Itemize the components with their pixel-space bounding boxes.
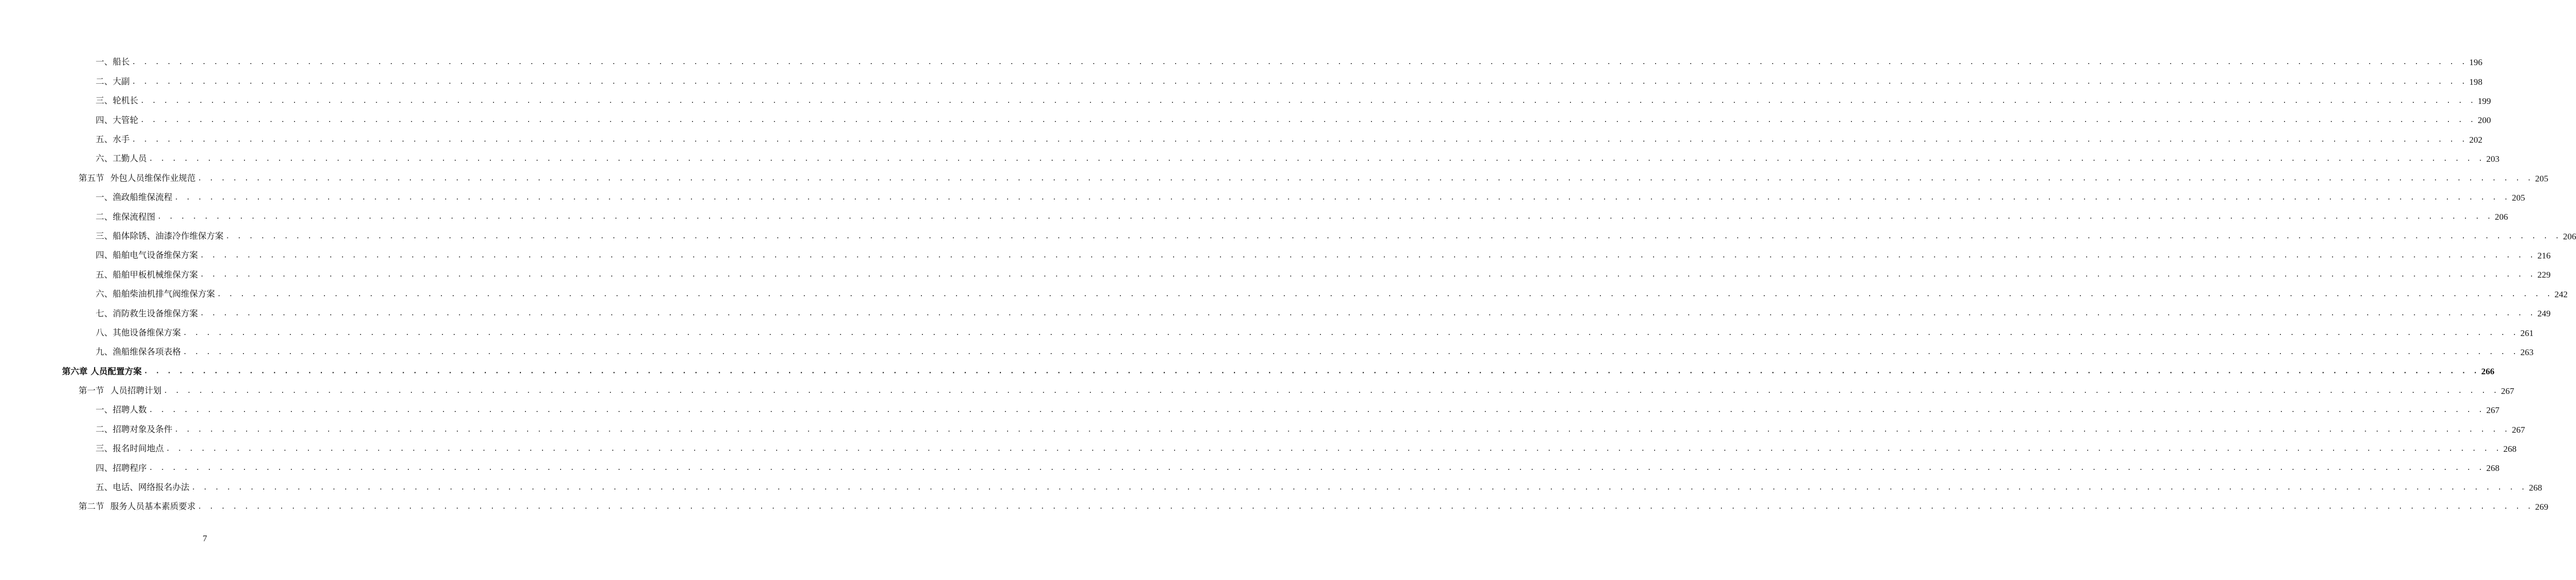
toc-entry-title: 服务人员基本素质要求 (110, 501, 196, 512)
toc-entry-page: 267 (2501, 386, 2515, 396)
toc-entry[interactable] (0, 72, 2482, 91)
dot-leader: . . . . . . . . . . . . . . . . . . . . . . . . . . . . . . . . . . . . . . . . . . . . . . . . . . . . . . . . . . . . . . . . . . . . . . . . . . . . . . . . . . . . . . . . . . . . . . . . . . . . . . . . . . . . . . . . . . . . . . . . . . . . . . . . . . . . . . . . . . . . . . . . . . . . . . . . . . . . . . . . . . . . . . . . . . . . . . . . . . . . . . . . . . . . . . . . . . . . . . . . (200, 252, 2536, 260)
toc-entry-page: 268 (2503, 444, 2517, 454)
dot-leader: . . . . . . . . . . . . . . . . . . . . . . . . . . . . . . . . . . . . . . . . . . . . . . . . . . . . . . . . . . . . . . . . . . . . . . . . . . . . . . . . . . . . . . . . . . . . . . . . . . . . . . . . . . . . . . . . . . . . . . . . . . . . . . . . . . . . . . . . . . . . . . . . . . . . . . . . . . . . . . . . . . . . . . . . . . . . . . . . . . . . . . . . . . . . . . . . . . . . . . . . (217, 290, 2553, 298)
toc-entry-title: 四、招聘程序 (96, 463, 147, 473)
toc-entry-title: 一、船长 (96, 57, 130, 67)
toc-entry[interactable] (0, 149, 2500, 169)
toc-entry[interactable] (0, 91, 2491, 111)
toc-entry[interactable] (0, 130, 2482, 149)
toc-entry-title: 三、轮机长 (96, 96, 138, 106)
toc-entry-title: 四、船舶电气设备维保方案 (96, 250, 198, 261)
dot-leader: . . . . . . . . . . . . . . . . . . . . . . . . . . . . . . . . . . . . . . . . . . . . . . . . . . . . . . . . . . . . . . . . . . . . . . . . . . . . . . . . . . . . . . . . . . . . . . . . . . . . . . . . . . . . . . . . . . . . . . . . . . . . . . . . . . . . . . . . . . . . . . . . . . . . . . . . . . . . . . . . . . . . . . . . . . . . . . . . . . . . . . . . . . . . . . . . . . . . . . . . (183, 348, 2519, 357)
toc-entry-page: 242 (2554, 289, 2568, 299)
table-of-contents (0, 53, 2576, 516)
dot-leader: . . . . . . . . . . . . . . . . . . . . . . . . . . . . . . . . . . . . . . . . . . . . . . . . . . . . . . . . . . . . . . . . . . . . . . . . . . . . . . . . . . . . . . . . . . . . . . . . . . . . . . . . . . . . . . . . . . . . . . . . . . . . . . . . . . . . . . . . . . . . . . . . . . . . . . . . . . . . . . . . . . . . . . . . . . . . . . . . . . . . . . . . . . . . . . . . . . . . . . . . (132, 78, 2467, 86)
dot-leader: . . . . . . . . . . . . . . . . . . . . . . . . . . . . . . . . . . . . . . . . . . . . . . . . . . . . . . . . . . . . . . . . . . . . . . . . . . . . . . . . . . . . . . . . . . . . . . . . . . . . . . . . . . . . . . . . . . . . . . . . . . . . . . . . . . . . . . . . . . . . . . . . . . . . . . . . . . . . . . . . . . . . . . . . . . . . . . . . . . . . . . . . . . . . . . . . . . . . . . . . (197, 503, 2533, 511)
toc-entry[interactable] (0, 401, 2500, 420)
toc-entry-title: 一、渔政船维保流程 (96, 192, 173, 203)
dot-leader: . . . . . . . . . . . . . . . . . . . . . . . . . . . . . . . . . . . . . . . . . . . . . . . . . . . . . . . . . . . . . . . . . . . . . . . . . . . . . . . . . . . . . . . . . . . . . . . . . . . . . . . . . . . . . . . . . . . . . . . . . . . . . . . . . . . . . . . . . . . . . . . . . . . . . . . . . . . . . . . . . . . . . . . . . . . . . . . . . . . . . . . . . . . . . . . . . . . . . . . . (163, 387, 2499, 395)
dot-leader: . . . . . . . . . . . . . . . . . . . . . . . . . . . . . . . . . . . . . . . . . . . . . . . . . . . . . . . . . . . . . . . . . . . . . . . . . . . . . . . . . . . . . . . . . . . . . . . . . . . . . . . . . . . . . . . . . . . . . . . . . . . . . . . . . . . . . . . . . . . . . . . . . . . . . . . . . . . . . . . . . . . . . . . . . . . . . . . . . . . . . . . . . . . . . . . . . . . . . . . . (225, 232, 2561, 240)
toc-section-number: 第二节 (79, 501, 104, 512)
toc-entry[interactable] (0, 246, 2551, 265)
toc-entry[interactable] (0, 53, 2482, 72)
dot-leader: . . . . . . . . . . . . . . . . . . . . . . . . . . . . . . . . . . . . . . . . . . . . . . . . . . . . . . . . . . . . . . . . . . . . . . . . . . . . . . . . . . . . . . . . . . . . . . . . . . . . . . . . . . . . . . . . . . . . . . . . . . . . . . . . . . . . . . . . . . . . . . . . . . . . . . . . . . . . . . . . . . . . . . . . . . . . . . . . . . . . . . . . . . . . . . . . . . . . . . . . (132, 58, 2467, 67)
toc-entry[interactable] (0, 188, 2525, 207)
toc-section-number: 第五节 (79, 173, 104, 183)
toc-entry[interactable] (0, 420, 2525, 439)
dot-leader: . . . . . . . . . . . . . . . . . . . . . . . . . . . . . . . . . . . . . . . . . . . . . . . . . . . . . . . . . . . . . . . . . . . . . . . . . . . . . . . . . . . . . . . . . . . . . . . . . . . . . . . . . . . . . . . . . . . . . . . . . . . . . . . . . . . . . . . . . . . . . . . . . . . . . . . . . . . . . . . . . . . . . . . . . . . . . . . . . . . . . . . . . . . . . . . . . . . . . . . . (191, 483, 2527, 492)
toc-entry-page: 202 (2469, 134, 2482, 145)
toc-entry-title: 二、招聘对象及条件 (96, 424, 173, 434)
toc-entry-page: 263 (2520, 347, 2534, 358)
toc-entry-title: 三、报名时间地点 (96, 444, 164, 454)
dot-leader: . . . . . . . . . . . . . . . . . . . . . . . . . . . . . . . . . . . . . . . . . . . . . . . . . . . . . . . . . . . . . . . . . . . . . . . . . . . . . . . . . . . . . . . . . . . . . . . . . . . . . . . . . . . . . . . . . . . . . . . . . . . . . . . . . . . . . . . . . . . . . . . . . . . . . . . . . . . . . . . . . . . . . . . . . . . . . . . . . . . . . . . . . . . . . . . . . . . . . . . . (166, 445, 2502, 453)
toc-entry-page: 267 (2486, 405, 2500, 416)
toc-entry[interactable] (0, 459, 2500, 478)
toc-section-number: 第一节 (79, 386, 104, 396)
dot-leader: . . . . . . . . . . . . . . . . . . . . . . . . . . . . . . . . . . . . . . . . . . . . . . . . . . . . . . . . . . . . . . . . . . . . . . . . . . . . . . . . . . . . . . . . . . . . . . . . . . . . . . . . . . . . . . . . . . . . . . . . . . . . . . . . . . . . . . . . . . . . . . . . . . . . . . . . . . . . . . . . . . . . . . . . . . . . . . . . . . . . . . . . . . . . . . . . . . . . . . . . (144, 368, 2479, 376)
toc-entry-page: 206 (2563, 231, 2576, 241)
toc-entry[interactable] (0, 304, 2551, 323)
toc-entry[interactable] (0, 497, 2549, 516)
toc-entry[interactable] (0, 111, 2491, 130)
toc-entry-page: 200 (2477, 115, 2491, 126)
toc-entry[interactable] (0, 362, 2495, 381)
toc-entry-page: 268 (2528, 482, 2542, 493)
dot-leader: . . . . . . . . . . . . . . . . . . . . . . . . . . . . . . . . . . . . . . . . . . . . . . . . . . . . . . . . . . . . . . . . . . . . . . . . . . . . . . . . . . . . . . . . . . . . . . . . . . . . . . . . . . . . . . . . . . . . . . . . . . . . . . . . . . . . . . . . . . . . . . . . . . . . . . . . . . . . . . . . . . . . . . . . . . . . . . . . . . . . . . . . . . . . . . . . . . . . . . . . (174, 193, 2510, 202)
toc-entry-title: 二、大副 (96, 76, 130, 86)
toc-entry-title: 三、船体除锈、油漆冷作维保方案 (96, 231, 224, 241)
toc-entry[interactable] (0, 265, 2551, 284)
dot-leader: . . . . . . . . . . . . . . . . . . . . . . . . . . . . . . . . . . . . . . . . . . . . . . . . . . . . . . . . . . . . . . . . . . . . . . . . . . . . . . . . . . . . . . . . . . . . . . . . . . . . . . . . . . . . . . . . . . . . . . . . . . . . . . . . . . . . . . . . . . . . . . . . . . . . . . . . . . . . . . . . . . . . . . . . . . . . . . . . . . . . . . . . . . . . . . . . . . . . . . . . (197, 174, 2533, 182)
toc-entry-title: 八、其他设备维保方案 (96, 327, 181, 338)
dot-leader: . . . . . . . . . . . . . . . . . . . . . . . . . . . . . . . . . . . . . . . . . . . . . . . . . . . . . . . . . . . . . . . . . . . . . . . . . . . . . . . . . . . . . . . . . . . . . . . . . . . . . . . . . . . . . . . . . . . . . . . . . . . . . . . . . . . . . . . . . . . . . . . . . . . . . . . . . . . . . . . . . . . . . . . . . . . . . . . . . . . . . . . . . . . . . . . . . . . . . . . . (183, 329, 2519, 337)
toc-entry-title: 五、船舶甲板机械维保方案 (96, 269, 198, 280)
toc-entry-page: 268 (2486, 463, 2500, 474)
toc-entry-title: 二、维保流程图 (96, 211, 156, 222)
toc-entry-page: 203 (2486, 154, 2500, 164)
toc-entry[interactable] (0, 323, 2534, 342)
toc-entry-page: 198 (2469, 77, 2482, 87)
dot-leader: . . . . . . . . . . . . . . . . . . . . . . . . . . . . . . . . . . . . . . . . . . . . . . . . . . . . . . . . . . . . . . . . . . . . . . . . . . . . . . . . . . . . . . . . . . . . . . . . . . . . . . . . . . . . . . . . . . . . . . . . . . . . . . . . . . . . . . . . . . . . . . . . . . . . . . . . . . . . . . . . . . . . . . . . . . . . . . . . . . . . . . . . . . . . . . . . . . . . . . . . (140, 116, 2476, 125)
toc-entry-title: 六、船舶柴油机排气阀维保方案 (96, 289, 215, 299)
toc-entry[interactable] (0, 439, 2517, 459)
toc-entry-title: 第六章 人员配置方案 (62, 366, 142, 376)
toc-entry-page: 269 (2535, 502, 2549, 512)
toc-entry-title: 人员招聘计划 (110, 386, 162, 396)
toc-entry-title: 五、水手 (96, 134, 130, 144)
toc-entry[interactable] (0, 285, 2568, 304)
toc-entry-page: 205 (2511, 192, 2525, 203)
toc-entry-title: 外包人员维保作业规范 (110, 173, 196, 183)
toc-entry-page: 196 (2469, 57, 2482, 68)
toc-entry-page: 229 (2537, 270, 2551, 280)
dot-leader: . . . . . . . . . . . . . . . . . . . . . . . . . . . . . . . . . . . . . . . . . . . . . . . . . . . . . . . . . . . . . . . . . . . . . . . . . . . . . . . . . . . . . . . . . . . . . . . . . . . . . . . . . . . . . . . . . . . . . . . . . . . . . . . . . . . . . . . . . . . . . . . . . . . . . . . . . . . . . . . . . . . . . . . . . . . . . . . . . . . . . . . . . . . . . . . . . . . . . . . . (200, 271, 2536, 279)
toc-entry-title: 四、大管轮 (96, 115, 138, 125)
toc-entry-title: 六、工勤人员 (96, 154, 147, 164)
toc-entry[interactable] (0, 227, 2576, 246)
dot-leader: . . . . . . . . . . . . . . . . . . . . . . . . . . . . . . . . . . . . . . . . . . . . . . . . . . . . . . . . . . . . . . . . . . . . . . . . . . . . . . . . . . . . . . . . . . . . . . . . . . . . . . . . . . . . . . . . . . . . . . . . . . . . . . . . . . . . . . . . . . . . . . . . . . . . . . . . . . . . . . . . . . . . . . . . . . . . . . . . . . . . . . . . . . . . . . . . . . . . . . . . (149, 464, 2485, 472)
toc-entry-page: 216 (2537, 251, 2551, 261)
dot-leader: . . . . . . . . . . . . . . . . . . . . . . . . . . . . . . . . . . . . . . . . . . . . . . . . . . . . . . . . . . . . . . . . . . . . . . . . . . . . . . . . . . . . . . . . . . . . . . . . . . . . . . . . . . . . . . . . . . . . . . . . . . . . . . . . . . . . . . . . . . . . . . . . . . . . . . . . . . . . . . . . . . . . . . . . . . . . . . . . . . . . . . . . . . . . . . . . . . . . . . . . (200, 310, 2536, 318)
page-number: 7 (203, 533, 207, 543)
toc-entry-title: 九、渔船维保各项表格 (96, 347, 181, 357)
toc-entry-page: 266 (2481, 367, 2495, 377)
dot-leader: . . . . . . . . . . . . . . . . . . . . . . . . . . . . . . . . . . . . . . . . . . . . . . . . . . . . . . . . . . . . . . . . . . . . . . . . . . . . . . . . . . . . . . . . . . . . . . . . . . . . . . . . . . . . . . . . . . . . . . . . . . . . . . . . . . . . . . . . . . . . . . . . . . . . . . . . . . . . . . . . . . . . . . . . . . . . . . . . . . . . . . . . . . . . . . . . . . . . . . . . (174, 425, 2510, 434)
toc-entry-title: 七、消防救生设备维保方案 (96, 308, 198, 318)
toc-entry-page: 261 (2520, 328, 2534, 338)
toc-entry[interactable] (0, 381, 2515, 401)
toc-entry-page: 199 (2477, 96, 2491, 106)
dot-leader: . . . . . . . . . . . . . . . . . . . . . . . . . . . . . . . . . . . . . . . . . . . . . . . . . . . . . . . . . . . . . . . . . . . . . . . . . . . . . . . . . . . . . . . . . . . . . . . . . . . . . . . . . . . . . . . . . . . . . . . . . . . . . . . . . . . . . . . . . . . . . . . . . . . . . . . . . . . . . . . . . . . . . . . . . . . . . . . . . . . . . . . . . . . . . . . . . . . . . . . . (149, 406, 2485, 415)
dot-leader: . . . . . . . . . . . . . . . . . . . . . . . . . . . . . . . . . . . . . . . . . . . . . . . . . . . . . . . . . . . . . . . . . . . . . . . . . . . . . . . . . . . . . . . . . . . . . . . . . . . . . . . . . . . . . . . . . . . . . . . . . . . . . . . . . . . . . . . . . . . . . . . . . . . . . . . . . . . . . . . . . . . . . . . . . . . . . . . . . . . . . . . . . . . . . . . . . . . . . . . . (149, 155, 2485, 163)
toc-entry-page: 249 (2537, 309, 2551, 319)
toc-entry[interactable] (0, 343, 2534, 362)
dot-leader: . . . . . . . . . . . . . . . . . . . . . . . . . . . . . . . . . . . . . . . . . . . . . . . . . . . . . . . . . . . . . . . . . . . . . . . . . . . . . . . . . . . . . . . . . . . . . . . . . . . . . . . . . . . . . . . . . . . . . . . . . . . . . . . . . . . . . . . . . . . . . . . . . . . . . . . . . . . . . . . . . . . . . . . . . . . . . . . . . . . . . . . . . . . . . . . . . . . . . . . . (140, 97, 2476, 105)
toc-entry-title: 一、招聘人数 (96, 405, 147, 415)
dot-leader: . . . . . . . . . . . . . . . . . . . . . . . . . . . . . . . . . . . . . . . . . . . . . . . . . . . . . . . . . . . . . . . . . . . . . . . . . . . . . . . . . . . . . . . . . . . . . . . . . . . . . . . . . . . . . . . . . . . . . . . . . . . . . . . . . . . . . . . . . . . . . . . . . . . . . . . . . . . . . . . . . . . . . . . . . . . . . . . . . . . . . . . . . . . . . . . . . . . . . . . . (132, 135, 2467, 144)
toc-entry[interactable] (0, 169, 2549, 188)
toc-entry-page: 205 (2535, 173, 2549, 184)
toc-entry-page: 206 (2494, 212, 2508, 222)
toc-entry-title: 五、电话、网络报名办法 (96, 482, 190, 493)
toc-entry[interactable] (0, 207, 2508, 226)
dot-leader: . . . . . . . . . . . . . . . . . . . . . . . . . . . . . . . . . . . . . . . . . . . . . . . . . . . . . . . . . . . . . . . . . . . . . . . . . . . . . . . . . . . . . . . . . . . . . . . . . . . . . . . . . . . . . . . . . . . . . . . . . . . . . . . . . . . . . . . . . . . . . . . . . . . . . . . . . . . . . . . . . . . . . . . . . . . . . . . . . . . . . . . . . . . . . . . . . . . . . . . . (157, 213, 2493, 221)
toc-entry-page: 267 (2511, 424, 2525, 435)
toc-entry[interactable] (0, 478, 2542, 497)
